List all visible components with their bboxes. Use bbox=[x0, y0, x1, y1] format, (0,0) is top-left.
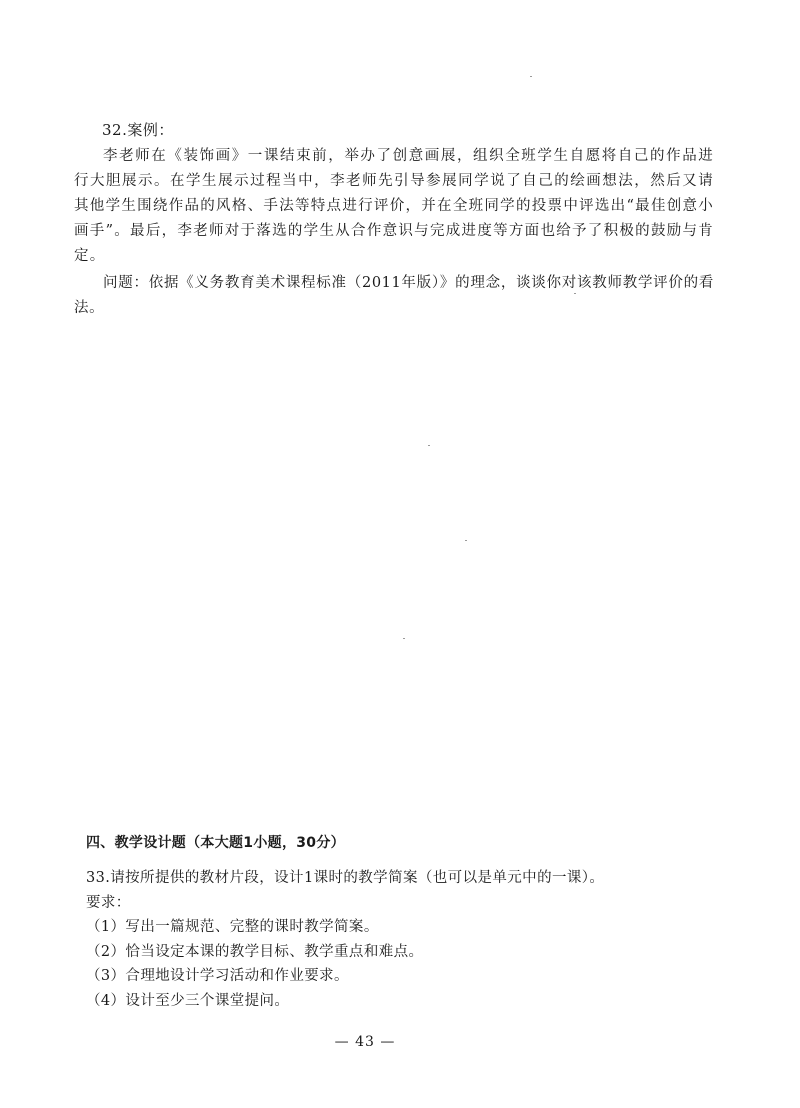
requirement-item: （1）写出一篇规范、完整的课时教学简案。 bbox=[86, 919, 379, 935]
case-description: 李老师在《装饰画》一课结束前，举办了创意画展，组织全班学生自愿将自己的作品进行大胆展示。在学生展示过程当中，李老师先引导参展同学说了自己的绘画想法，然后又请其他学生围绕作品的风格、手法等特点进行评价，并在全班同学的投票中评选出“最佳创意小画手”。最后，李老师对于落选的学生从合作意识与完成进度等方面也给予了积极的鼓励与肯定。 bbox=[74, 148, 714, 264]
page-number: — 43 — bbox=[334, 1034, 396, 1050]
scan-speck bbox=[403, 638, 405, 639]
scan-speck bbox=[428, 445, 430, 446]
requirement-item: （3）合理地设计学习活动和作业要求。 bbox=[86, 968, 349, 984]
requirements-label: 要求： bbox=[86, 894, 131, 911]
section-title: 四、教学设计题（本大题1小题，30分） bbox=[86, 835, 345, 851]
section-teaching-design bbox=[86, 832, 706, 1013]
question-32 bbox=[74, 118, 714, 321]
question-32-heading: 32.案例： bbox=[102, 121, 174, 139]
requirement-item: （2）恰当设定本课的教学目标、教学重点和难点。 bbox=[86, 943, 424, 960]
requirement-item: （4）设计至少三个课堂提问。 bbox=[86, 992, 290, 1009]
question-32-prompt: 问题：依据《义务教育美术课程标准（2011年版）》的理念，谈谈你对该教师教学评价的看法。 bbox=[74, 275, 714, 316]
question-33-prompt: 33.请按所提供的教材片段，设计1课时的教学简案（也可以是单元中的一课）。 bbox=[86, 870, 605, 886]
scan-speck bbox=[465, 540, 467, 541]
scan-speck bbox=[530, 76, 532, 77]
